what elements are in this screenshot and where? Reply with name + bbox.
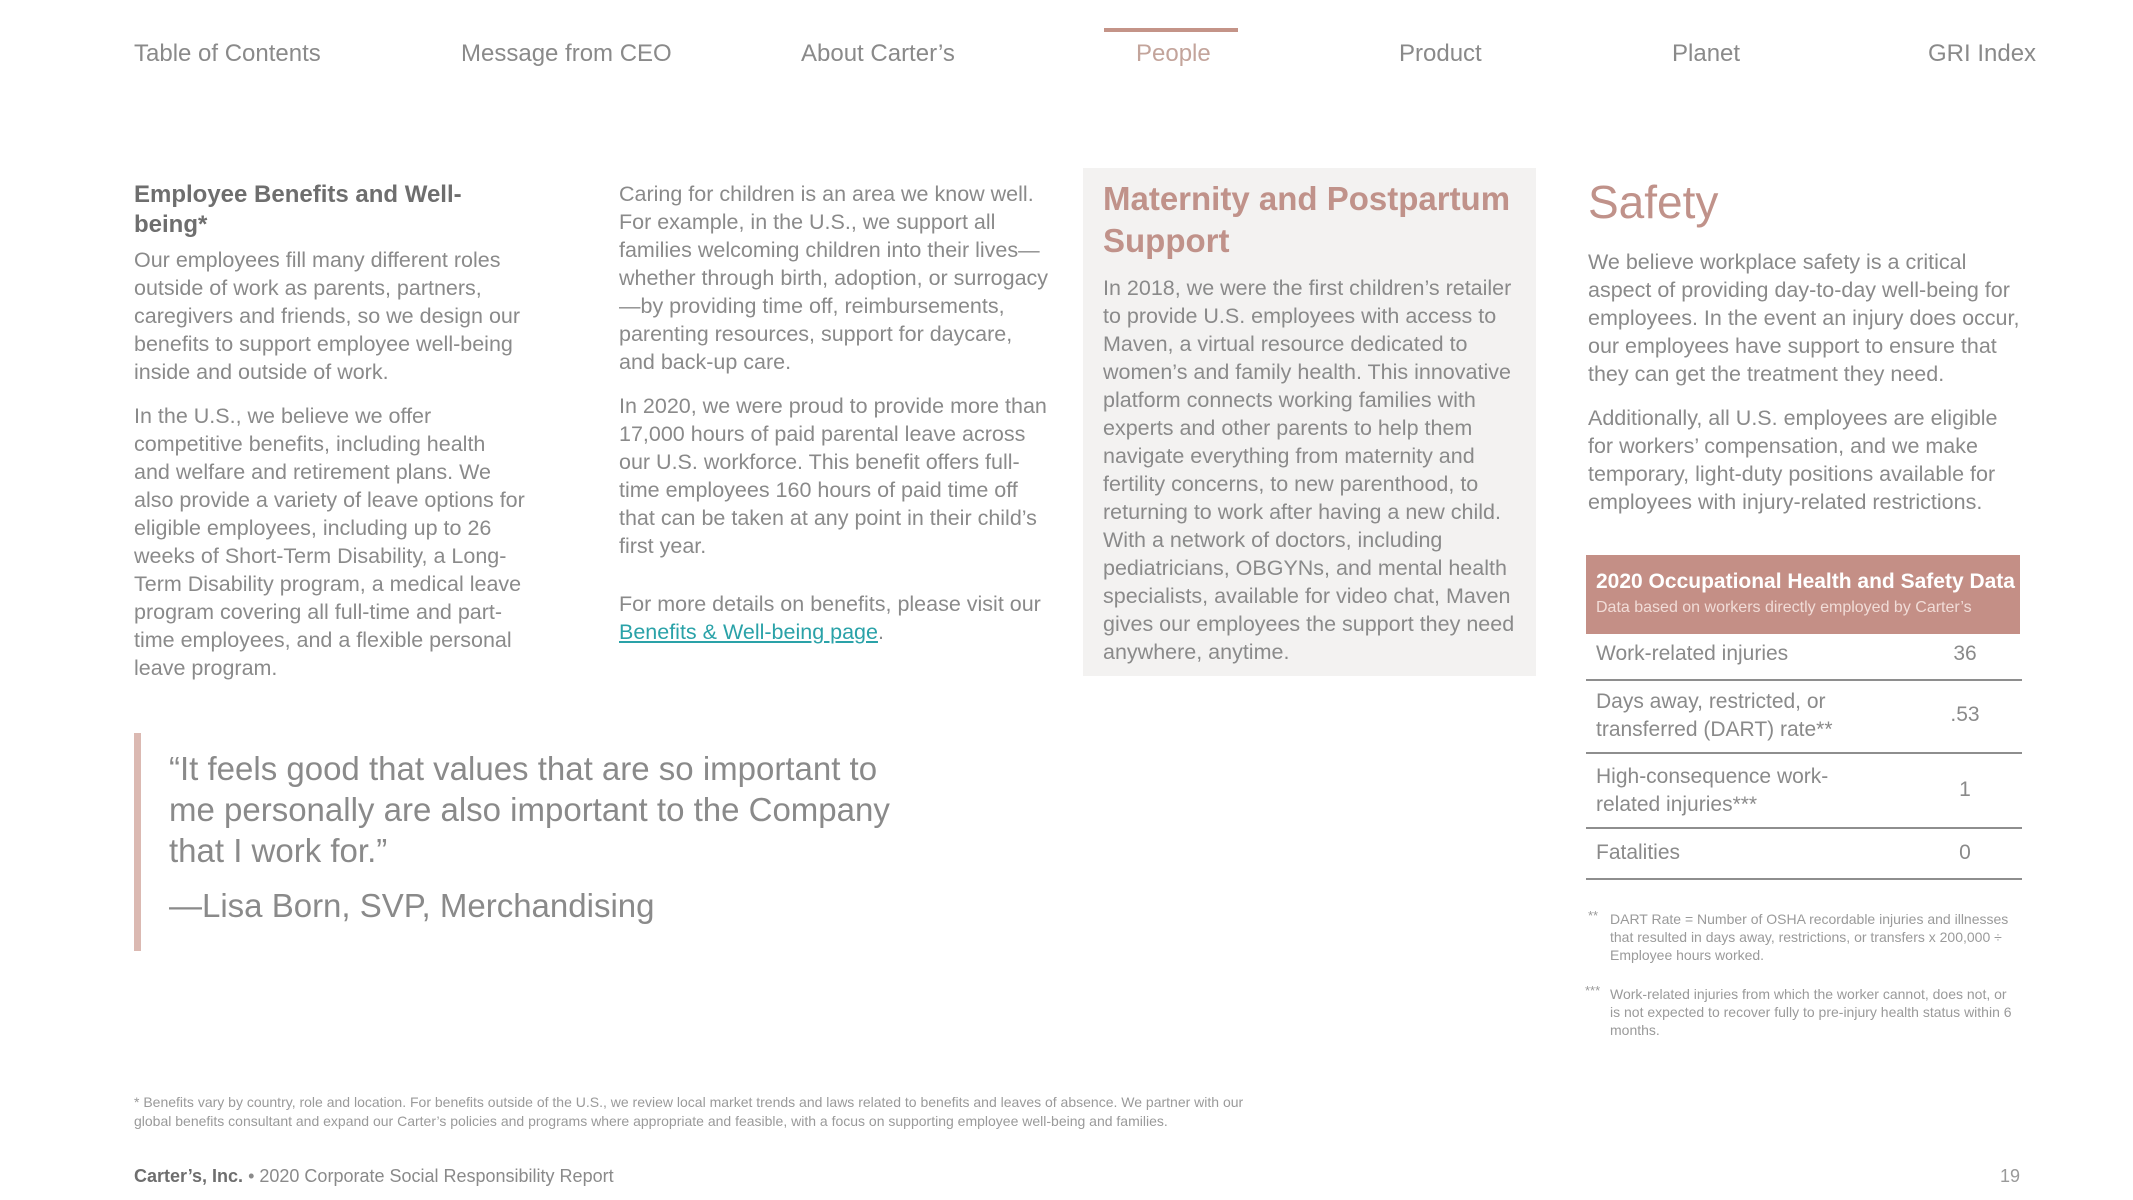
quote-attribution: —Lisa Born, SVP, Merchandising [169, 887, 655, 924]
table-row-value: 1 [1959, 778, 1971, 801]
footer-company: Carter’s, Inc. [134, 1166, 244, 1186]
benefits-paragraph-2: In the U.S., we believe we offer competitive benefits, including health and welfare and retirement plans. We also provide a variety of leave options for eligible employees, including up to 26 weeks of Short-Term Disability, a Long-Term Disability program, a medical leave program covering all full-time and part-time employees, and a flexible personal leave program. [134, 404, 525, 680]
safety-table-title: 2020 Occupational Health and Safety Data [1596, 570, 2015, 593]
safety-title: Safety [1588, 176, 1719, 228]
safety-paragraph-2: Additionally, all U.S. employees are eligible for workers’ compensation, and we make temporary, light-duty positions available for employees with injury-related restrictions. [1588, 406, 1998, 514]
nav-item-message-from-ceo[interactable]: Message from CEO [461, 40, 672, 67]
table-row-label: Fatalities [1596, 841, 1681, 864]
table-row-label: Work-related injuries [1596, 642, 1789, 665]
nav-item-planet[interactable]: Planet [1672, 40, 1741, 67]
table-row [1586, 829, 2022, 880]
quote-accent-bar [134, 733, 141, 951]
table-row-value: 36 [1953, 642, 1977, 665]
benefits-section [134, 180, 526, 698]
benefits-heading: Employee Benefits and Well-being* [134, 181, 462, 238]
employee-quote: “It feels good that values that are so important to me personally are also important to the Company that I work for.” [169, 750, 890, 869]
benefits-link-paragraph [619, 590, 1051, 646]
footnote-text: DART Rate = Number of OSHA recordable injuries and illnesses that resulted in days away, restrictions, or transfers x 200,000 ÷ Employee hours worked. [1610, 911, 2009, 963]
footer-report-title: 2020 Corporate Social Responsibility Report [259, 1166, 614, 1186]
maternity-support-text: In 2018, we were the first children’s retailer to provide U.S. employees with access to Maven, a virtual resource dedicated to women’s and family health. This innovative platform connects working families with experts and other parents to help them navigate everything from maternity and fertility concerns, to new parenthood, to returning to work after having a new child. With a network of doctors, including pediatricians, OBGYNs, and mental health specialists, available for video chat, Maven gives our employees the support they need anywhere, anytime. [1103, 276, 1515, 664]
safety-text [1588, 248, 2028, 532]
nav-item-about-carters[interactable]: About Carter’s [801, 40, 955, 67]
nav-item-people[interactable]: People [1136, 40, 1211, 67]
benefits-paragraph-1: Our employees fill many different roles outside of work as parents, partners, caregivers and friends, so we design our benefits to support employee well-being inside and outside of work. [134, 248, 521, 384]
maternity-support-title: Maternity and Postpartum Support [1103, 180, 1511, 259]
page-footer [134, 1166, 614, 1187]
family-paragraph-1: Caring for children is an area we know well. For example, in the U.S., we support all families welcoming children into their lives—whether through birth, adoption, or surrogacy—by providing time off, reimbursements, parenting resources, support for daycare, and back-up care. [619, 182, 1049, 374]
safety-paragraph-1: We believe workplace safety is a critical aspect of providing day-to-day well-being for employees. In the event an injury does occur, our employees have support to ensure that they can get the treatment they need. [1588, 250, 2020, 386]
benefits-footnote: * Benefits vary by country, role and location. For benefits outside of the U.S., we review local market trends and laws related to benefits and leaves of absence. We partner with our global benefits consultant and expand our Carter’s policies and programs where appropriate and feasible, with a focus on supporting employee well-being and families. [134, 1094, 1244, 1129]
footer-separator: • [248, 1166, 255, 1186]
table-row [1586, 681, 2022, 754]
footnote-mark: ** [1588, 908, 1599, 923]
link-suffix-text: . [877, 620, 884, 644]
footnote-mark: *** [1585, 983, 1601, 998]
top-navigation [0, 0, 2133, 90]
table-row-value: .53 [1950, 703, 1980, 726]
active-tab-indicator [1104, 28, 1238, 32]
table-row [1586, 754, 2022, 829]
safety-table-header [1586, 555, 2020, 634]
table-row-value: 0 [1959, 841, 1971, 864]
table-row-label: Days away, restricted, or transferred (DART) rate** [1596, 690, 1833, 741]
family-support-section [619, 180, 1051, 662]
family-paragraph-2: In 2020, we were proud to provide more than 17,000 hours of paid parental leave across our U.S. workforce. This benefit offers full-time employees 160 hours of paid time off that can be taken at any point in their child’s first year. [619, 394, 1047, 558]
benefits-wellbeing-link[interactable]: Benefits & Well-being page [619, 620, 878, 644]
table-row-label: High-consequence work-related injuries*** [1596, 765, 1829, 816]
nav-item-product[interactable]: Product [1399, 40, 1482, 67]
footnote-text: Work-related injuries from which the worker cannot, does not, or is not expected to recover fully to pre-injury health status within 6 months. [1610, 986, 2012, 1038]
nav-item-gri-index[interactable]: GRI Index [1928, 40, 2037, 67]
table-row [1586, 634, 2022, 681]
page-number: 19 [1999, 1166, 2020, 1186]
nav-item-table-of-contents[interactable]: Table of Contents [134, 40, 321, 67]
link-prefix-text: For more details on benefits, please visit our [619, 592, 1041, 616]
maternity-support-box [1083, 168, 1536, 676]
safety-table-subtitle: Data based on workers directly employed by Carter’s [1596, 599, 1972, 616]
